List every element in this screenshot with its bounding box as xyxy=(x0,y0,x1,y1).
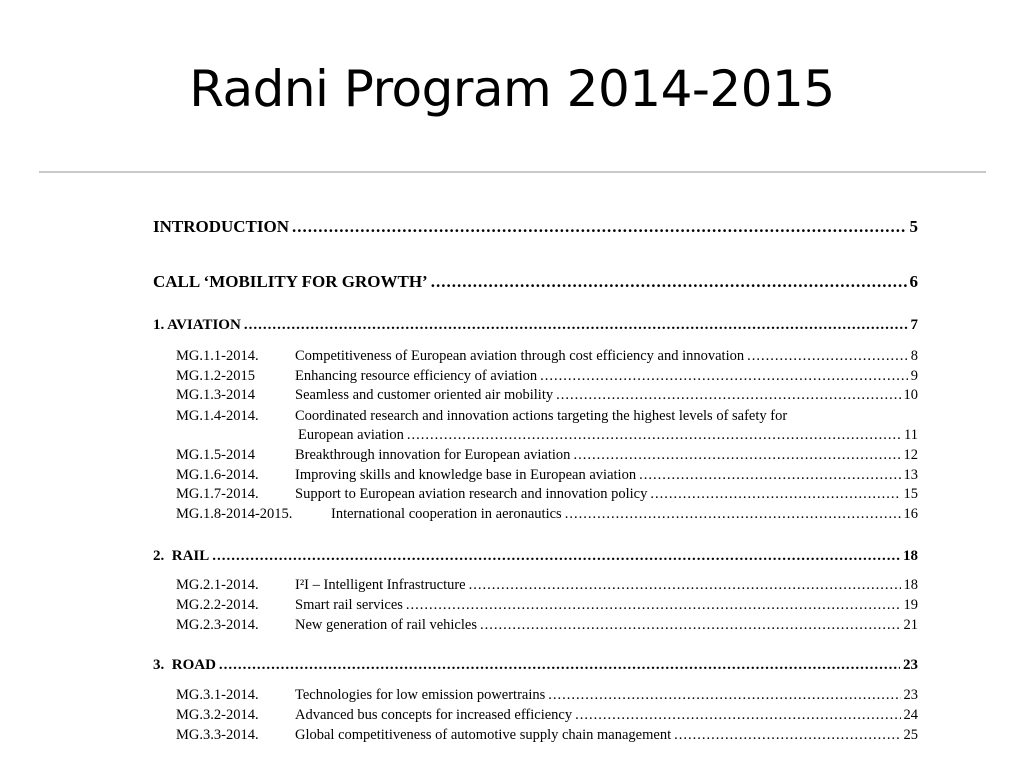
toc-entry xyxy=(176,467,918,484)
dot-leader xyxy=(556,387,900,403)
toc-section-aviation xyxy=(153,317,918,334)
toc-page-number: 11 xyxy=(904,427,918,443)
toc-entry xyxy=(176,486,918,503)
toc-entry-title: Breakthrough innovation for European aviation xyxy=(295,447,571,463)
dot-leader xyxy=(406,597,901,613)
toc-entry-code: MG.3.2-2014. xyxy=(176,707,259,723)
toc-page-number: 9 xyxy=(910,368,918,384)
dot-leader xyxy=(431,272,907,291)
dot-leader xyxy=(573,447,900,463)
toc-entry-title: Competitiveness of European aviation through cost efficiency and innovation xyxy=(295,348,745,364)
toc-entry-code: MG.2.3-2014. xyxy=(176,617,259,633)
dot-leader xyxy=(244,317,908,334)
toc-entry xyxy=(176,707,918,724)
dot-leader xyxy=(650,486,900,502)
toc-section-label: 1. AVIATION xyxy=(153,317,241,333)
toc-entry-title: Support to European aviation research and innovation policy xyxy=(295,486,648,502)
toc-page-number: 12 xyxy=(903,447,918,463)
toc-entry-code: MG.1.7-2014. xyxy=(176,486,259,502)
toc-entry-title: European aviation xyxy=(298,427,404,443)
toc-page-number: 25 xyxy=(903,727,918,743)
toc-heading-introduction xyxy=(153,217,918,237)
toc-page-number: 13 xyxy=(903,467,918,483)
toc-entry-continuation xyxy=(298,427,918,444)
dot-leader xyxy=(212,548,900,565)
toc-entry-code: MG.1.6-2014. xyxy=(176,467,259,483)
toc-page-number: 23 xyxy=(903,687,918,703)
toc-entry-title: Smart rail services xyxy=(295,597,403,613)
toc-entry xyxy=(176,617,918,634)
toc-entry xyxy=(176,727,918,744)
toc-section-rail xyxy=(153,548,918,565)
toc-page-number: 19 xyxy=(903,597,918,613)
toc-page-number: 6 xyxy=(909,272,918,291)
toc-section-label: 3. ROAD xyxy=(153,657,216,673)
toc-entry-title: Improving skills and knowledge base in European aviation xyxy=(295,467,637,483)
toc-page-number: 10 xyxy=(903,387,918,403)
dot-leader xyxy=(469,577,901,593)
toc-entry xyxy=(176,348,918,365)
toc-page-number: 18 xyxy=(903,548,918,564)
toc-entry-code: MG.1.8-2014-2015. xyxy=(176,506,293,522)
dot-leader xyxy=(292,217,906,236)
toc-page-number: 8 xyxy=(910,348,918,364)
toc-entry-title: Global competitiveness of automotive supply chain management xyxy=(295,727,672,743)
toc-entry xyxy=(176,447,918,464)
dot-leader xyxy=(674,727,900,743)
toc-entry-title: Coordinated research and innovation actions targeting the highest levels of safety for xyxy=(295,408,788,424)
toc-entry-title: Seamless and customer oriented air mobility xyxy=(295,387,554,403)
toc-entry-code: MG.2.2-2014. xyxy=(176,597,259,613)
toc-page-number: 15 xyxy=(903,486,918,502)
toc-entry-title: Enhancing resource efficiency of aviation xyxy=(295,368,538,384)
table-of-contents xyxy=(153,215,918,745)
title-divider xyxy=(39,171,986,173)
dot-leader xyxy=(747,348,908,364)
dot-leader xyxy=(639,467,900,483)
toc-heading-call xyxy=(153,272,918,292)
toc-entry xyxy=(176,408,918,425)
dot-leader xyxy=(407,427,901,443)
toc-entry-code: MG.1.1-2014. xyxy=(176,348,259,364)
toc-entry-title: International cooperation in aeronautics xyxy=(331,506,562,522)
toc-entry xyxy=(176,506,918,523)
toc-entry xyxy=(176,368,918,385)
toc-heading-label: INTRODUCTION xyxy=(153,217,290,236)
toc-page-number: 16 xyxy=(903,506,918,522)
toc-heading-label: CALL ‘MOBILITY FOR GROWTH’ xyxy=(153,272,428,291)
toc-section-road xyxy=(153,657,918,674)
toc-entry-title: I²I – Intelligent Infrastructure xyxy=(295,577,466,593)
toc-entry xyxy=(176,597,918,614)
toc-entry-code: MG.3.3-2014. xyxy=(176,727,259,743)
toc-page-number: 18 xyxy=(903,577,918,593)
dot-leader xyxy=(548,687,900,703)
toc-entry xyxy=(176,387,918,404)
toc-entry-code: MG.1.2-2015 xyxy=(176,368,255,384)
toc-entry-title: New generation of rail vehicles xyxy=(295,617,477,633)
toc-entry-code: MG.1.4-2014. xyxy=(176,408,259,424)
dot-leader xyxy=(575,707,900,723)
toc-entry-code: MG.1.3-2014 xyxy=(176,387,255,403)
dot-leader xyxy=(480,617,901,633)
toc-entry-title: Technologies for low emission powertrains xyxy=(295,687,546,703)
dot-leader xyxy=(540,368,908,384)
toc-entry-title: Advanced bus concepts for increased efficiency xyxy=(295,707,573,723)
toc-page-number: 5 xyxy=(909,217,918,236)
toc-entry xyxy=(176,687,918,704)
toc-page-number: 21 xyxy=(903,617,918,633)
toc-section-label: 2. RAIL xyxy=(153,548,210,564)
toc-page-number: 24 xyxy=(903,707,918,723)
toc-entry-code: MG.2.1-2014. xyxy=(176,577,259,593)
slide-title: Radni Program 2014-2015 xyxy=(189,60,835,118)
toc-page-number: 7 xyxy=(910,317,918,333)
dot-leader xyxy=(565,506,901,522)
toc-entry-code: MG.1.5-2014 xyxy=(176,447,255,463)
toc-entry-code: MG.3.1-2014. xyxy=(176,687,259,703)
toc-entry xyxy=(176,577,918,594)
toc-page-number: 23 xyxy=(903,657,918,673)
dot-leader xyxy=(219,657,900,674)
